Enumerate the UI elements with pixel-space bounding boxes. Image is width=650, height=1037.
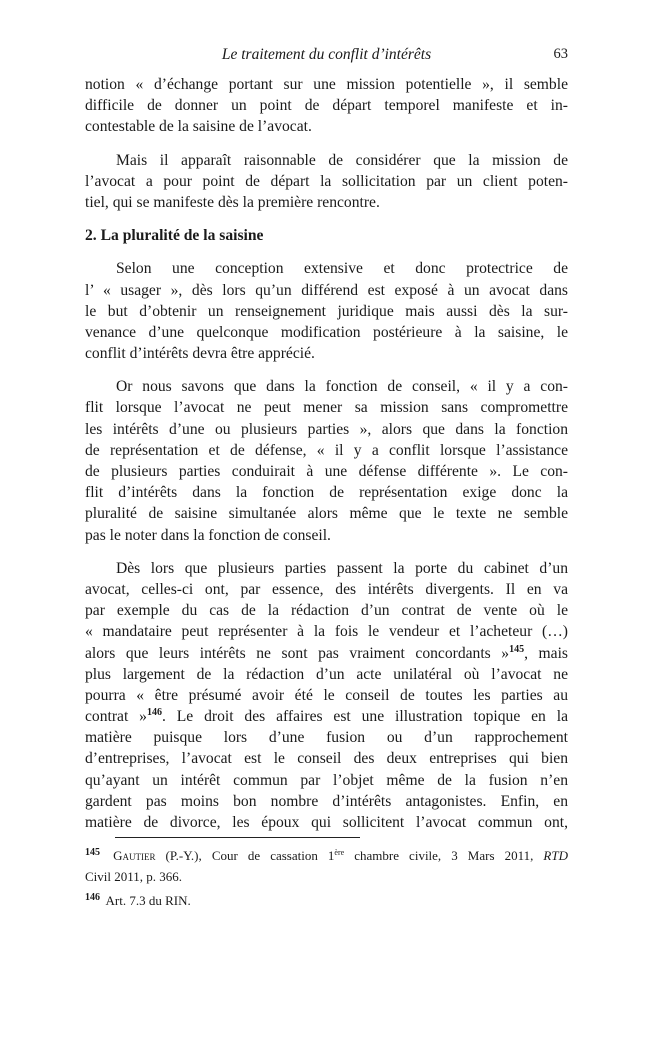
line-text: , mais (524, 644, 568, 662)
text-line (85, 280, 568, 301)
line-text: contrat » (85, 708, 147, 726)
text-line (85, 812, 568, 833)
footnote-number: 145 (85, 847, 100, 858)
line-text: pas le noter dans la fonction de conseil. (85, 526, 331, 544)
paragraph (85, 150, 568, 214)
text-line (85, 706, 568, 727)
line-text: de plusieurs parties conduirait à une défense différente ». Le con- (85, 463, 568, 480)
text-line (85, 727, 568, 748)
text-line (85, 171, 568, 192)
text-line (85, 258, 568, 279)
line-text: matière de divorce, les époux qui sollicitent l’avocat commun ont, (85, 814, 568, 831)
line-text: plus largement de la rédaction d’un acte unilatéral où l’avocat ne (85, 665, 568, 683)
line-text: tiel, qui se manifeste dès la première rencontre. (85, 193, 380, 211)
footnote-text: (P.-Y.), Cour de cassation 1 (155, 848, 335, 863)
text-line (85, 397, 568, 418)
line-text: le but d’obtenir un renseignement juridique mais aussi dès la sur- (85, 302, 568, 320)
line-text: Or nous savons que dans la fonction de conseil, « il y a con- (116, 378, 568, 396)
footnote-145 (85, 845, 568, 887)
footnote-number: 146 (85, 892, 100, 903)
line-text: pluralité de saisine simultanée alors même que le texte ne semble (85, 505, 568, 523)
line-text: Mais il apparaît raisonnable de considérer que la mission de (116, 151, 568, 169)
line-text: d’entreprises, l’avocat est le conseil des deux entreprises qui bien (85, 750, 568, 768)
text-line (85, 600, 568, 621)
line-text: notion « d’échange portant sur une mission potentielle », il semble (85, 76, 568, 93)
section-heading: 2. La pluralité de la saisine (85, 227, 264, 245)
footnote-text: Art. 7.3 du RIN. (105, 893, 191, 908)
line-text: les intérêts d’une ou plusieurs parties », alors que dans la fonction (85, 420, 568, 438)
text-line (85, 74, 568, 95)
footnote-separator (115, 837, 360, 838)
line-text: « mandataire peut représenter à la fois le vendeur et l’acheteur (…) (85, 623, 568, 641)
line-text: pourra « être présumé avoir été le conseil de toutes les parties au (85, 686, 568, 704)
line-text: Dès lors que plusieurs parties passent la porte du cabinet d’un (116, 559, 568, 577)
running-header (85, 46, 568, 68)
line-text: par exemple du cas de la rédaction d’un contrat de vente où le (85, 602, 568, 620)
text-line (85, 482, 568, 503)
line-text: matière puisque lors d’une fusion ou d’un rapprochement (85, 729, 568, 747)
text-line (85, 558, 568, 579)
line-text: conflit d’intérêts devra être apprécié. (85, 345, 315, 363)
journal-title: RTD (543, 848, 568, 863)
text-line (85, 343, 568, 364)
text-line (85, 440, 568, 461)
line-text: avocat, celles-ci ont, par essence, des intérêts divergents. Il en va (85, 580, 568, 598)
running-title: Le traitement du conflit d’intérêts (221, 46, 432, 63)
text-line (85, 748, 568, 769)
text-line (85, 376, 568, 397)
text-line (85, 664, 568, 685)
line-text: difficile de donner un point de départ temporel manifeste et in- (85, 97, 568, 115)
text-line (85, 301, 568, 322)
body-text (85, 74, 568, 833)
line-text: flit d’intérêts dans la fonction de représentation exige donc la (85, 484, 568, 502)
footnote-reference[interactable]: 145 (509, 643, 525, 655)
text-line (85, 621, 568, 642)
text-line (85, 643, 568, 664)
footnote-author: Gautier (113, 848, 156, 863)
text-line (85, 150, 568, 171)
footnote-text: Civil 2011, p. 366. (85, 869, 183, 884)
paragraph (85, 376, 568, 546)
paragraph (85, 558, 568, 833)
line-text: . Le droit des affaires est une illustration topique en la (161, 708, 568, 726)
text-line (85, 503, 568, 524)
text-line (85, 95, 568, 116)
line-text: l’ « usager », dès lors qu’un différend est exposé à un avocat dans (85, 281, 568, 299)
line-text: alors que leurs intérêts ne sont pas vraiment concordants » (85, 644, 510, 662)
footnote-text: chambre civile, 3 Mars 2011, (344, 848, 544, 863)
line-text: contestable de la saisine de l’avocat. (85, 118, 312, 136)
text-line (85, 116, 568, 137)
text-line (85, 419, 568, 440)
ordinal-suffix: ère (334, 848, 345, 857)
line-text: gardent pas moins bon nombre d’intérêts antagonistes. Enfin, en (85, 792, 568, 810)
text-line (85, 192, 568, 213)
text-line (85, 322, 568, 343)
footnote-146 (85, 890, 568, 911)
text-line (85, 525, 568, 546)
text-line (85, 791, 568, 812)
paragraph (85, 74, 568, 138)
paragraph (85, 258, 568, 364)
text-line (85, 770, 568, 791)
text-line (85, 579, 568, 600)
line-text: venance d’une quelconque modification postérieure à la saisine, le (85, 323, 568, 341)
line-text: de représentation et de défense, « il y a conflit lorsque l’assistance (85, 441, 568, 459)
footnote-reference[interactable]: 146 (146, 707, 162, 719)
line-text: l’avocat a pour point de départ la sollicitation par un client poten- (85, 172, 568, 190)
line-text: flit lorsque l’avocat ne peut mener sa mission sans compromettre (85, 399, 568, 417)
line-text: qu’ayant un intérêt commun par l’objet même de la fusion n’en (85, 771, 568, 789)
footnotes (85, 845, 568, 911)
page-number: 63 (553, 46, 568, 62)
text-line (85, 685, 568, 706)
text-line (85, 461, 568, 482)
line-text: Selon une conception extensive et donc protectrice de (116, 260, 568, 278)
